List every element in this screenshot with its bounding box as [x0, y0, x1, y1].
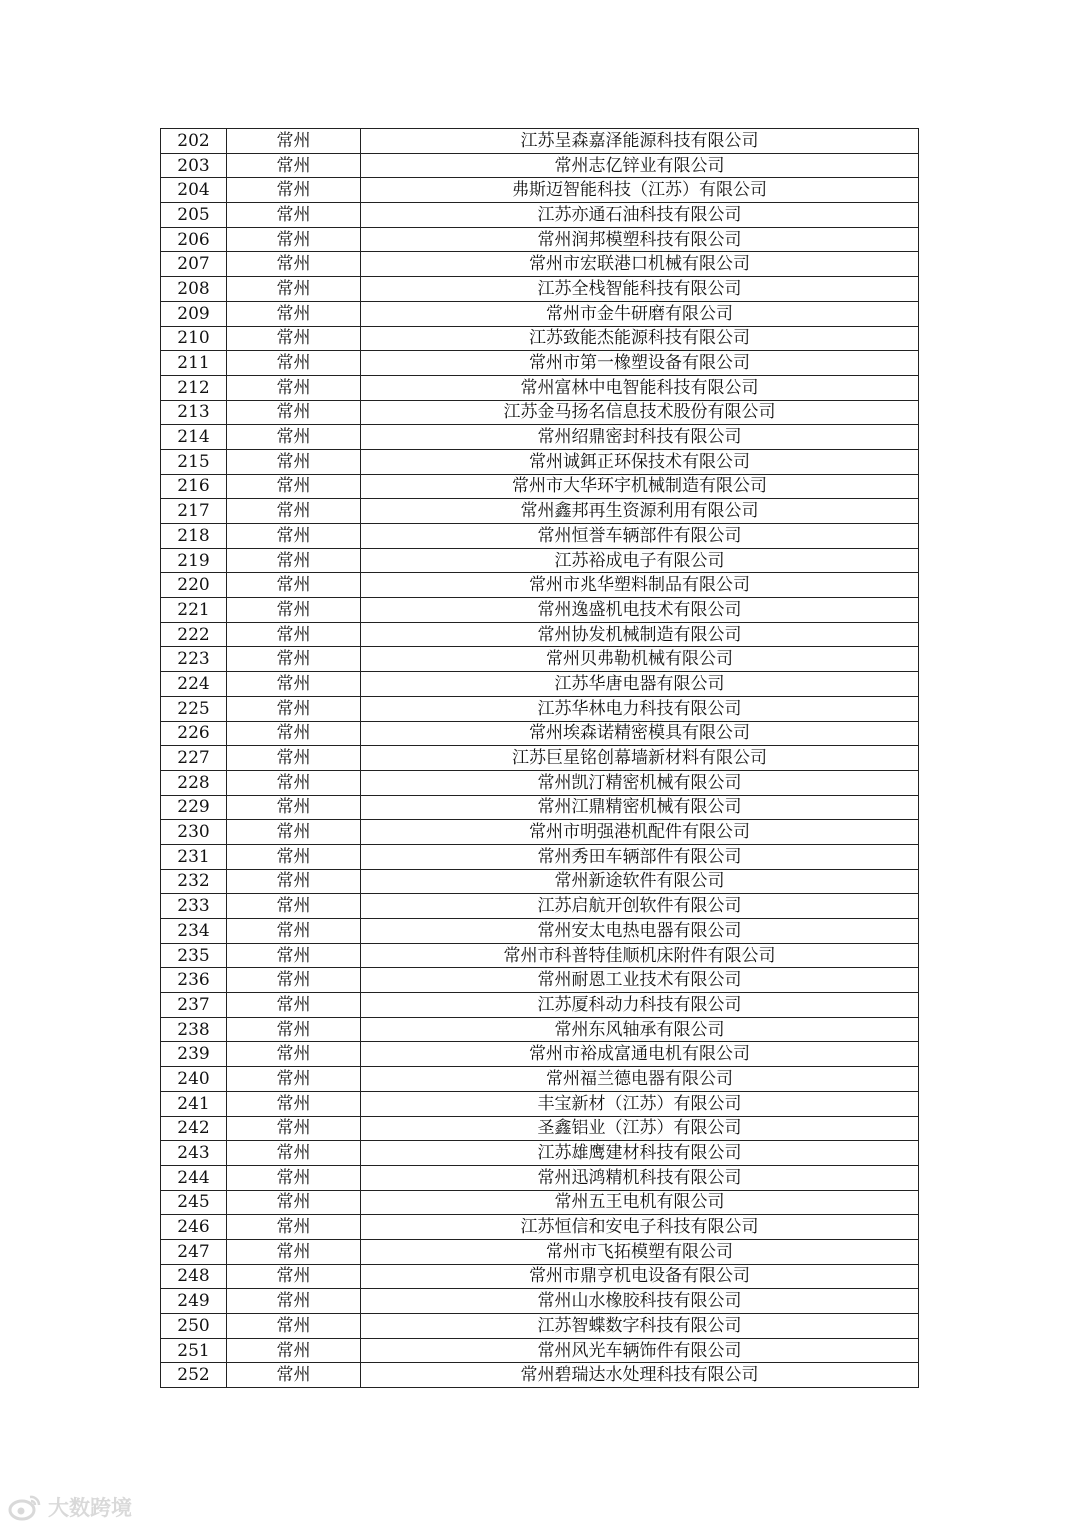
city-cell: 常州 — [227, 1042, 361, 1067]
city-cell: 常州 — [227, 1338, 361, 1363]
table-row — [161, 1338, 919, 1363]
row-number-cell: 224 — [161, 672, 227, 697]
company-name-cell: 常州福兰德电器有限公司 — [361, 1067, 919, 1092]
row-number-cell: 213 — [161, 400, 227, 425]
table-row — [161, 425, 919, 450]
company-name-cell: 常州富林中电智能科技有限公司 — [361, 375, 919, 400]
table-row — [161, 1363, 919, 1388]
company-name-cell: 丰宝新材（江苏）有限公司 — [361, 1091, 919, 1116]
table-row — [161, 894, 919, 919]
city-cell: 常州 — [227, 1141, 361, 1166]
city-cell: 常州 — [227, 449, 361, 474]
company-name-cell: 江苏全栈智能科技有限公司 — [361, 277, 919, 302]
table-row — [161, 721, 919, 746]
table-row — [161, 153, 919, 178]
table-row — [161, 943, 919, 968]
company-name-cell: 常州贝弗勒机械有限公司 — [361, 647, 919, 672]
table-row — [161, 277, 919, 302]
city-cell: 常州 — [227, 795, 361, 820]
table-row — [161, 1165, 919, 1190]
table-row — [161, 844, 919, 869]
row-number-cell: 205 — [161, 203, 227, 228]
company-name-cell: 常州市飞拓模塑有限公司 — [361, 1239, 919, 1264]
table-row — [161, 227, 919, 252]
company-name-cell: 常州志亿锌业有限公司 — [361, 153, 919, 178]
city-cell: 常州 — [227, 425, 361, 450]
city-cell: 常州 — [227, 499, 361, 524]
city-cell: 常州 — [227, 227, 361, 252]
row-number-cell: 212 — [161, 375, 227, 400]
watermark-text: 大数跨境 — [48, 1496, 132, 1520]
company-list-table — [160, 128, 919, 1388]
company-name-cell: 常州江鼎精密机械有限公司 — [361, 795, 919, 820]
row-number-cell: 234 — [161, 919, 227, 944]
row-number-cell: 228 — [161, 770, 227, 795]
company-name-cell: 常州市大华环宇机械制造有限公司 — [361, 474, 919, 499]
company-name-cell: 江苏巨星铭创幕墙新材料有限公司 — [361, 746, 919, 771]
table-body — [161, 129, 919, 1388]
table-row — [161, 820, 919, 845]
row-number-cell: 250 — [161, 1314, 227, 1339]
city-cell: 常州 — [227, 721, 361, 746]
row-number-cell: 251 — [161, 1338, 227, 1363]
table-row — [161, 1239, 919, 1264]
company-name-cell: 江苏启航开创软件有限公司 — [361, 894, 919, 919]
company-name-cell: 常州凯汀精密机械有限公司 — [361, 770, 919, 795]
company-name-cell: 常州市金牛研磨有限公司 — [361, 301, 919, 326]
table-row — [161, 129, 919, 154]
table-row — [161, 1042, 919, 1067]
city-cell: 常州 — [227, 375, 361, 400]
city-cell: 常州 — [227, 770, 361, 795]
row-number-cell: 223 — [161, 647, 227, 672]
company-name-cell: 常州市明强港机配件有限公司 — [361, 820, 919, 845]
company-name-cell: 常州迅鸿精机科技有限公司 — [361, 1165, 919, 1190]
row-number-cell: 202 — [161, 129, 227, 154]
city-cell: 常州 — [227, 1289, 361, 1314]
company-name-cell: 常州诚鉺正环保技术有限公司 — [361, 449, 919, 474]
city-cell: 常州 — [227, 1215, 361, 1240]
row-number-cell: 209 — [161, 301, 227, 326]
company-name-cell: 常州东风轴承有限公司 — [361, 1017, 919, 1042]
table-row — [161, 573, 919, 598]
city-cell: 常州 — [227, 647, 361, 672]
table-row — [161, 598, 919, 623]
city-cell: 常州 — [227, 672, 361, 697]
table-row — [161, 1215, 919, 1240]
table-row — [161, 1190, 919, 1215]
row-number-cell: 232 — [161, 869, 227, 894]
table-row — [161, 993, 919, 1018]
company-name-cell: 常州耐恩工业技术有限公司 — [361, 968, 919, 993]
row-number-cell: 218 — [161, 524, 227, 549]
company-name-cell: 江苏恒信和安电子科技有限公司 — [361, 1215, 919, 1240]
company-name-cell: 常州市第一橡塑设备有限公司 — [361, 351, 919, 376]
city-cell: 常州 — [227, 1067, 361, 1092]
city-cell: 常州 — [227, 351, 361, 376]
company-name-cell: 江苏雄鹰建材科技有限公司 — [361, 1141, 919, 1166]
table-row — [161, 548, 919, 573]
city-cell: 常州 — [227, 919, 361, 944]
row-number-cell: 216 — [161, 474, 227, 499]
row-number-cell: 231 — [161, 844, 227, 869]
company-name-cell: 常州逸盛机电技术有限公司 — [361, 598, 919, 623]
city-cell: 常州 — [227, 252, 361, 277]
row-number-cell: 243 — [161, 1141, 227, 1166]
company-name-cell: 江苏亦通石油科技有限公司 — [361, 203, 919, 228]
row-number-cell: 222 — [161, 622, 227, 647]
company-name-cell: 江苏致能杰能源科技有限公司 — [361, 326, 919, 351]
city-cell: 常州 — [227, 1363, 361, 1388]
row-number-cell: 242 — [161, 1116, 227, 1141]
city-cell: 常州 — [227, 277, 361, 302]
row-number-cell: 249 — [161, 1289, 227, 1314]
company-name-cell: 江苏华林电力科技有限公司 — [361, 696, 919, 721]
company-name-cell: 常州市兆华塑料制品有限公司 — [361, 573, 919, 598]
city-cell: 常州 — [227, 696, 361, 721]
city-cell: 常州 — [227, 1017, 361, 1042]
company-name-cell: 圣鑫铝业（江苏）有限公司 — [361, 1116, 919, 1141]
company-name-cell: 常州风光车辆饰件有限公司 — [361, 1338, 919, 1363]
table-row — [161, 795, 919, 820]
table-row — [161, 1091, 919, 1116]
city-cell: 常州 — [227, 622, 361, 647]
city-cell: 常州 — [227, 474, 361, 499]
company-name-cell: 常州新途软件有限公司 — [361, 869, 919, 894]
company-name-cell: 江苏智蝶数字科技有限公司 — [361, 1314, 919, 1339]
company-name-cell: 常州市宏联港口机械有限公司 — [361, 252, 919, 277]
table-row — [161, 301, 919, 326]
row-number-cell: 217 — [161, 499, 227, 524]
company-name-cell: 江苏厦科动力科技有限公司 — [361, 993, 919, 1018]
city-cell: 常州 — [227, 993, 361, 1018]
table-row — [161, 672, 919, 697]
city-cell: 常州 — [227, 400, 361, 425]
row-number-cell: 248 — [161, 1264, 227, 1289]
row-number-cell: 244 — [161, 1165, 227, 1190]
row-number-cell: 237 — [161, 993, 227, 1018]
row-number-cell: 225 — [161, 696, 227, 721]
row-number-cell: 252 — [161, 1363, 227, 1388]
city-cell: 常州 — [227, 869, 361, 894]
table-row — [161, 968, 919, 993]
company-name-cell: 常州恒誉车辆部件有限公司 — [361, 524, 919, 549]
table-row — [161, 696, 919, 721]
table-row — [161, 449, 919, 474]
row-number-cell: 214 — [161, 425, 227, 450]
table-row — [161, 869, 919, 894]
row-number-cell: 233 — [161, 894, 227, 919]
row-number-cell: 245 — [161, 1190, 227, 1215]
watermark — [8, 1490, 132, 1524]
row-number-cell: 206 — [161, 227, 227, 252]
table-row — [161, 375, 919, 400]
city-cell: 常州 — [227, 129, 361, 154]
table-row — [161, 1017, 919, 1042]
table-row — [161, 1116, 919, 1141]
table-row — [161, 400, 919, 425]
company-name-cell: 江苏华唐电器有限公司 — [361, 672, 919, 697]
weibo-logo-icon — [8, 1493, 42, 1521]
city-cell: 常州 — [227, 1264, 361, 1289]
table-row — [161, 351, 919, 376]
row-number-cell: 240 — [161, 1067, 227, 1092]
row-number-cell: 220 — [161, 573, 227, 598]
city-cell: 常州 — [227, 844, 361, 869]
company-name-cell: 常州市科普特佳顺机床附件有限公司 — [361, 943, 919, 968]
city-cell: 常州 — [227, 1116, 361, 1141]
company-name-cell: 常州秀田车辆部件有限公司 — [361, 844, 919, 869]
row-number-cell: 238 — [161, 1017, 227, 1042]
table-row — [161, 647, 919, 672]
table-row — [161, 1067, 919, 1092]
company-list-table-wrapper — [160, 128, 918, 1388]
row-number-cell: 211 — [161, 351, 227, 376]
company-name-cell: 常州绍鼎密封科技有限公司 — [361, 425, 919, 450]
city-cell: 常州 — [227, 524, 361, 549]
table-row — [161, 746, 919, 771]
company-name-cell: 弗斯迈智能科技（江苏）有限公司 — [361, 178, 919, 203]
company-name-cell: 常州市裕成富通电机有限公司 — [361, 1042, 919, 1067]
city-cell: 常州 — [227, 1190, 361, 1215]
table-row — [161, 474, 919, 499]
table-row — [161, 178, 919, 203]
table-row — [161, 203, 919, 228]
row-number-cell: 207 — [161, 252, 227, 277]
city-cell: 常州 — [227, 746, 361, 771]
city-cell: 常州 — [227, 326, 361, 351]
city-cell: 常州 — [227, 1165, 361, 1190]
row-number-cell: 241 — [161, 1091, 227, 1116]
city-cell: 常州 — [227, 203, 361, 228]
city-cell: 常州 — [227, 1091, 361, 1116]
company-name-cell: 常州五王电机有限公司 — [361, 1190, 919, 1215]
city-cell: 常州 — [227, 301, 361, 326]
company-name-cell: 常州润邦模塑科技有限公司 — [361, 227, 919, 252]
row-number-cell: 208 — [161, 277, 227, 302]
table-row — [161, 622, 919, 647]
company-name-cell: 常州埃森诺精密模具有限公司 — [361, 721, 919, 746]
city-cell: 常州 — [227, 153, 361, 178]
table-row — [161, 770, 919, 795]
table-row — [161, 1289, 919, 1314]
company-name-cell: 江苏裕成电子有限公司 — [361, 548, 919, 573]
row-number-cell: 235 — [161, 943, 227, 968]
table-row — [161, 1264, 919, 1289]
city-cell: 常州 — [227, 1239, 361, 1264]
row-number-cell: 246 — [161, 1215, 227, 1240]
row-number-cell: 236 — [161, 968, 227, 993]
table-row — [161, 252, 919, 277]
company-name-cell: 常州安太电热电器有限公司 — [361, 919, 919, 944]
city-cell: 常州 — [227, 598, 361, 623]
company-name-cell: 常州市鼎亨机电设备有限公司 — [361, 1264, 919, 1289]
city-cell: 常州 — [227, 178, 361, 203]
row-number-cell: 215 — [161, 449, 227, 474]
row-number-cell: 227 — [161, 746, 227, 771]
company-name-cell: 常州协发机械制造有限公司 — [361, 622, 919, 647]
city-cell: 常州 — [227, 548, 361, 573]
table-row — [161, 1141, 919, 1166]
row-number-cell: 210 — [161, 326, 227, 351]
row-number-cell: 203 — [161, 153, 227, 178]
row-number-cell: 204 — [161, 178, 227, 203]
company-name-cell: 常州碧瑞达水处理科技有限公司 — [361, 1363, 919, 1388]
table-row — [161, 919, 919, 944]
company-name-cell: 常州鑫邦再生资源利用有限公司 — [361, 499, 919, 524]
city-cell: 常州 — [227, 894, 361, 919]
city-cell: 常州 — [227, 573, 361, 598]
city-cell: 常州 — [227, 968, 361, 993]
row-number-cell: 219 — [161, 548, 227, 573]
company-name-cell: 常州山水橡胶科技有限公司 — [361, 1289, 919, 1314]
row-number-cell: 247 — [161, 1239, 227, 1264]
row-number-cell: 226 — [161, 721, 227, 746]
city-cell: 常州 — [227, 943, 361, 968]
row-number-cell: 229 — [161, 795, 227, 820]
table-row — [161, 499, 919, 524]
table-row — [161, 326, 919, 351]
company-name-cell: 江苏呈森嘉泽能源科技有限公司 — [361, 129, 919, 154]
city-cell: 常州 — [227, 820, 361, 845]
row-number-cell: 239 — [161, 1042, 227, 1067]
company-name-cell: 江苏金马扬名信息技术股份有限公司 — [361, 400, 919, 425]
row-number-cell: 221 — [161, 598, 227, 623]
table-row — [161, 524, 919, 549]
table-row — [161, 1314, 919, 1339]
row-number-cell: 230 — [161, 820, 227, 845]
city-cell: 常州 — [227, 1314, 361, 1339]
